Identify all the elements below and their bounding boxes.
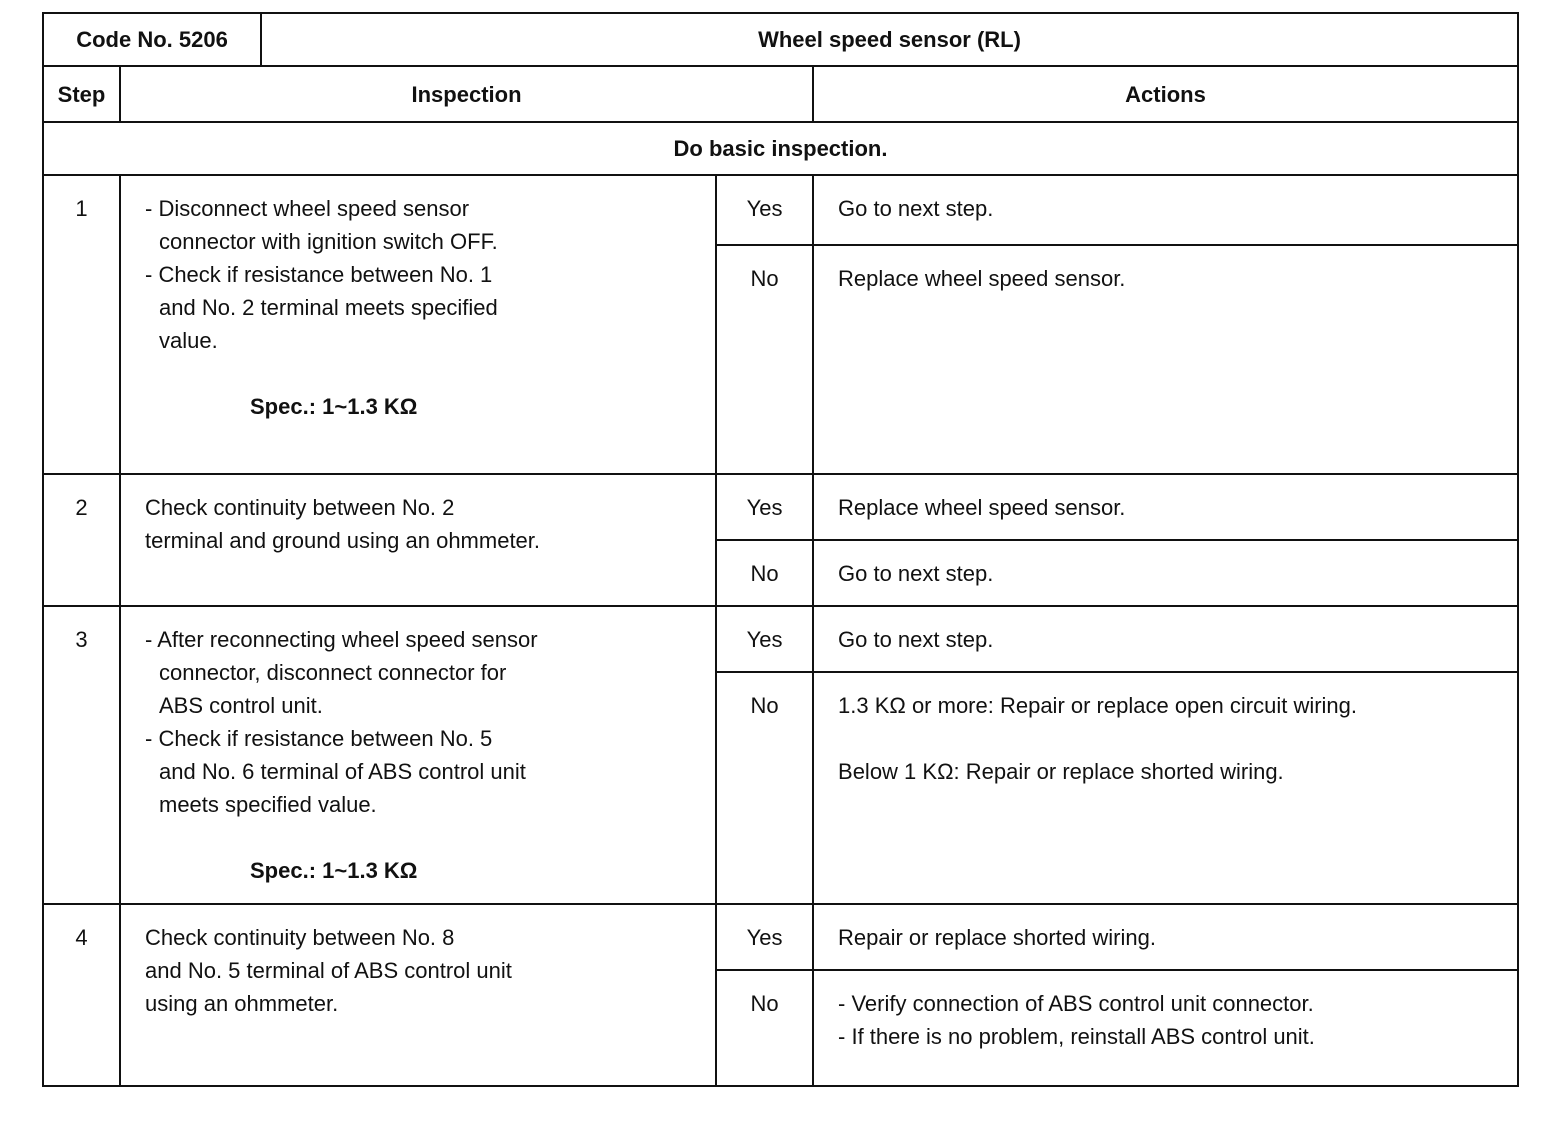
code-number: Code No. 5206 [43,13,261,66]
yes-label: Yes [716,606,813,672]
step-row [43,606,1518,672]
actions-column-header: Actions [813,66,1518,122]
yes-action [813,175,1518,245]
basic-inspection-row: Do basic inspection. [43,122,1518,175]
step-number: 2 [43,474,120,606]
no-action [813,540,1518,606]
step-inspection [120,606,716,904]
action-text: Go to next step. [838,561,994,586]
inspection-line: - Check if resistance between No. 5 [145,726,493,751]
action-text: Below 1 KΩ: Repair or replace shorted wiring. [838,759,1284,784]
no-label: No [716,970,813,1086]
step-number: 3 [43,606,120,904]
action-text: Replace wheel speed sensor. [838,266,1126,291]
inspection-line: terminal and ground using an ohmmeter. [145,528,541,553]
inspection-line: Check continuity between No. 2 [145,495,455,520]
inspection-line: and No. 2 terminal meets specified [159,295,498,320]
no-label: No [716,672,813,904]
action-text: Replace wheel speed sensor. [838,495,1126,520]
action-text: - Verify connection of ABS control unit connector. [838,991,1314,1016]
spec-value: Spec.: 1~1.3 KΩ [250,394,418,419]
yes-label: Yes [716,474,813,540]
inspection-line: connector with ignition switch OFF. [159,229,498,254]
inspection-line: and No. 5 terminal of ABS control unit [145,958,512,983]
yes-action [813,606,1518,672]
action-text: Go to next step. [838,196,994,221]
action-text: 1.3 KΩ or more: Repair or replace open circuit wiring. [838,693,1358,718]
action-text: Go to next step. [838,627,994,652]
spec-value: Spec.: 1~1.3 KΩ [250,858,418,883]
inspection-line: using an ohmmeter. [145,991,339,1016]
no-label: No [716,245,813,474]
yes-action [813,904,1518,970]
inspection-line: ABS control unit. [159,693,323,718]
step-row [43,474,1518,540]
inspection-line: connector, disconnect connector for [159,660,507,685]
inspection-line: value. [159,328,218,353]
inspection-line: - After reconnecting wheel speed sensor [145,627,538,652]
inspection-column-header: Inspection [120,66,813,122]
inspection-line: - Check if resistance between No. 1 [145,262,493,287]
step-inspection [120,904,716,1086]
step-number: 4 [43,904,120,1086]
diagnostic-table [42,12,1519,1087]
inspection-line: Check continuity between No. 8 [145,925,455,950]
no-action [813,245,1518,474]
action-text: Repair or replace shorted wiring. [838,925,1156,950]
table-title: Wheel speed sensor (RL) [261,13,1518,66]
inspection-line: meets specified value. [159,792,377,817]
step-inspection [120,474,716,606]
yes-label: Yes [716,904,813,970]
no-label: No [716,540,813,606]
step-number: 1 [43,175,120,474]
yes-label: Yes [716,175,813,245]
no-action [813,970,1518,1086]
step-row [43,904,1518,970]
yes-action [813,474,1518,540]
inspection-line: and No. 6 terminal of ABS control unit [159,759,526,784]
action-text: - If there is no problem, reinstall ABS control unit. [838,1024,1315,1049]
inspection-line: - Disconnect wheel speed sensor [145,196,470,221]
step-row [43,175,1518,245]
no-action [813,672,1518,904]
step-column-header: Step [43,66,120,122]
step-inspection [120,175,716,474]
